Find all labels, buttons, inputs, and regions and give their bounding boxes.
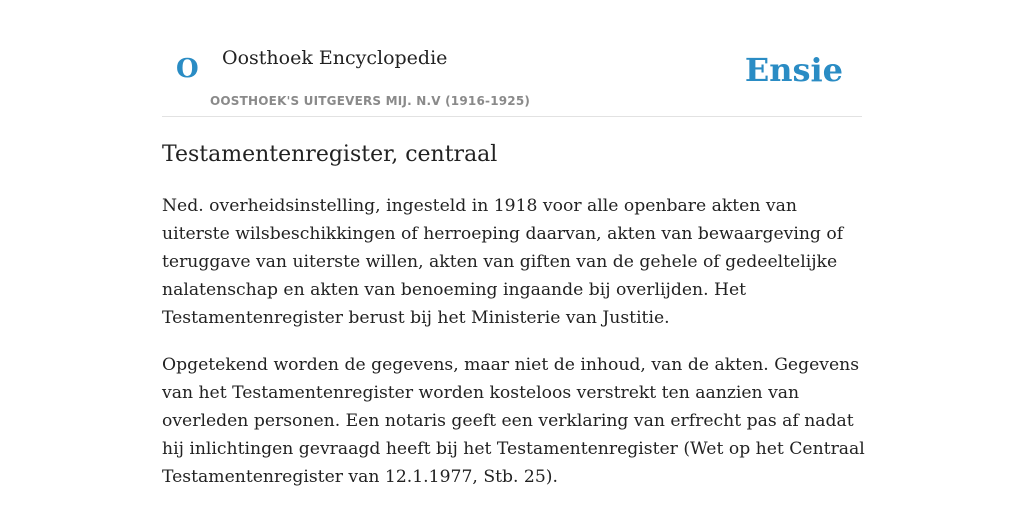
site-header: [162, 0, 862, 117]
ensie-logo-link[interactable]: Ensie: [744, 51, 843, 89]
encyclopedia-logo[interactable]: O: [176, 54, 199, 84]
encyclopedia-title-link[interactable]: Oosthoek Encyclopedie: [222, 47, 448, 69]
article-title: Testamentenregister, centraal: [162, 142, 498, 167]
publisher-label: OOSTHOEK'S UITGEVERS MIJ. N.V (1916-1925): [210, 94, 531, 108]
article-paragraph: Ned. overheidsinstelling, ingesteld in 1918 voor alle openbare akten van uiterste wilsbeschikkingen of herroeping daarvan, akten van bewaargeving of teruggave van uiterste willen, akten van giften van de gehele of gedeeltelijke nalatenschap en akten van benoeming ingaande bij overlijden. Het Testamentenregister berust bij het Ministerie van Justitie.: [162, 196, 844, 328]
article-paragraph: Opgetekend worden de gegevens, maar niet de inhoud, van de akten. Gegevens van het Testamentenregister worden kosteloos verstrekt ten aanzien van overleden personen. Een notaris geeft een verklaring van erfrecht pas af nadat hij inlichtingen gevraagd heeft bij het Testamentenregister (Wet op het Centraal Testamentenregister van 12.1.1977, Stb. 25).: [162, 355, 865, 487]
